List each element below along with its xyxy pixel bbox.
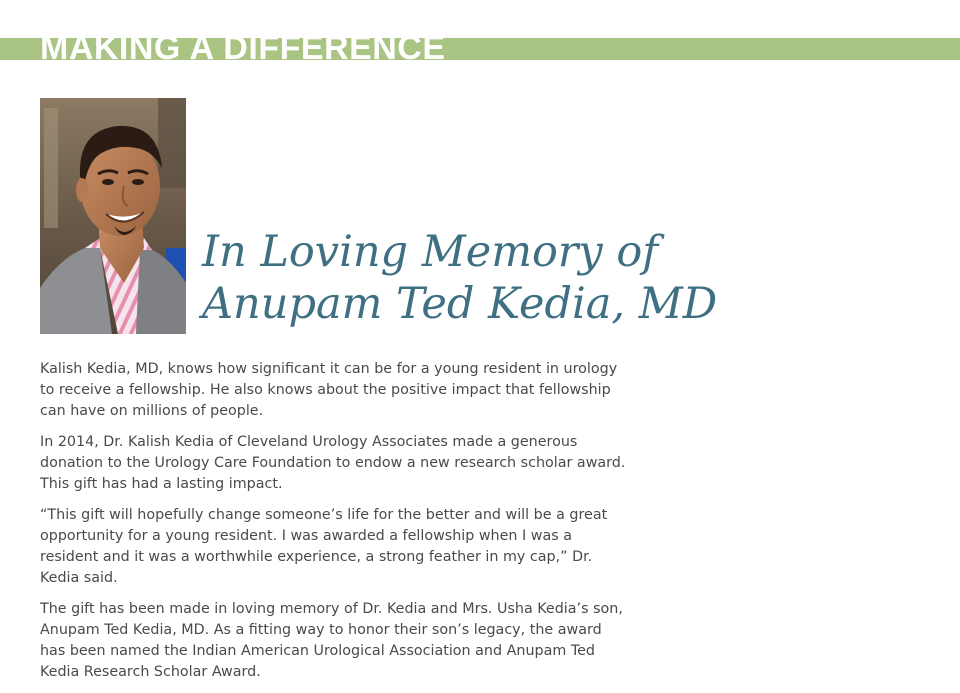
article-paragraph: “This gift will hopefully change someone’s life for the better and will be a great opportunity for a young resident. I was awarded a fellowship when I was a resident and it was a worthwhile experience, a strong feather in my cap,” Dr. Kedia said. — [40, 507, 608, 586]
article-paragraph: The gift has been made in loving memory of Dr. Kedia and Mrs. Usha Kedia’s son, Anupam Ted Kedia, MD. As a fitting way to honor their son’s legacy, the award has been named the Indian American Urological Association and Anupam Ted Kedia Research Scholar Award. — [40, 601, 623, 680]
headline-line-1: In Loving Memory of — [202, 227, 659, 277]
article-paragraph: Kalish Kedia, MD, knows how significant it can be for a young resident in urology to receive a fellowship. He also knows about the positive impact that fellowship can have on millions of people. — [40, 361, 618, 419]
article-body — [40, 359, 630, 693]
section-title: MAKING A DIFFERENCE — [40, 29, 446, 60]
headline-line-2: Anupam Ted Kedia, MD — [202, 279, 718, 329]
article-headline — [202, 226, 717, 330]
portrait-photo — [40, 98, 186, 334]
article-paragraph: In 2014, Dr. Kalish Kedia of Cleveland Urology Associates made a generous donation to the Urology Care Foundation to endow a new research scholar award. This gift has had a lasting impact. — [40, 434, 626, 492]
